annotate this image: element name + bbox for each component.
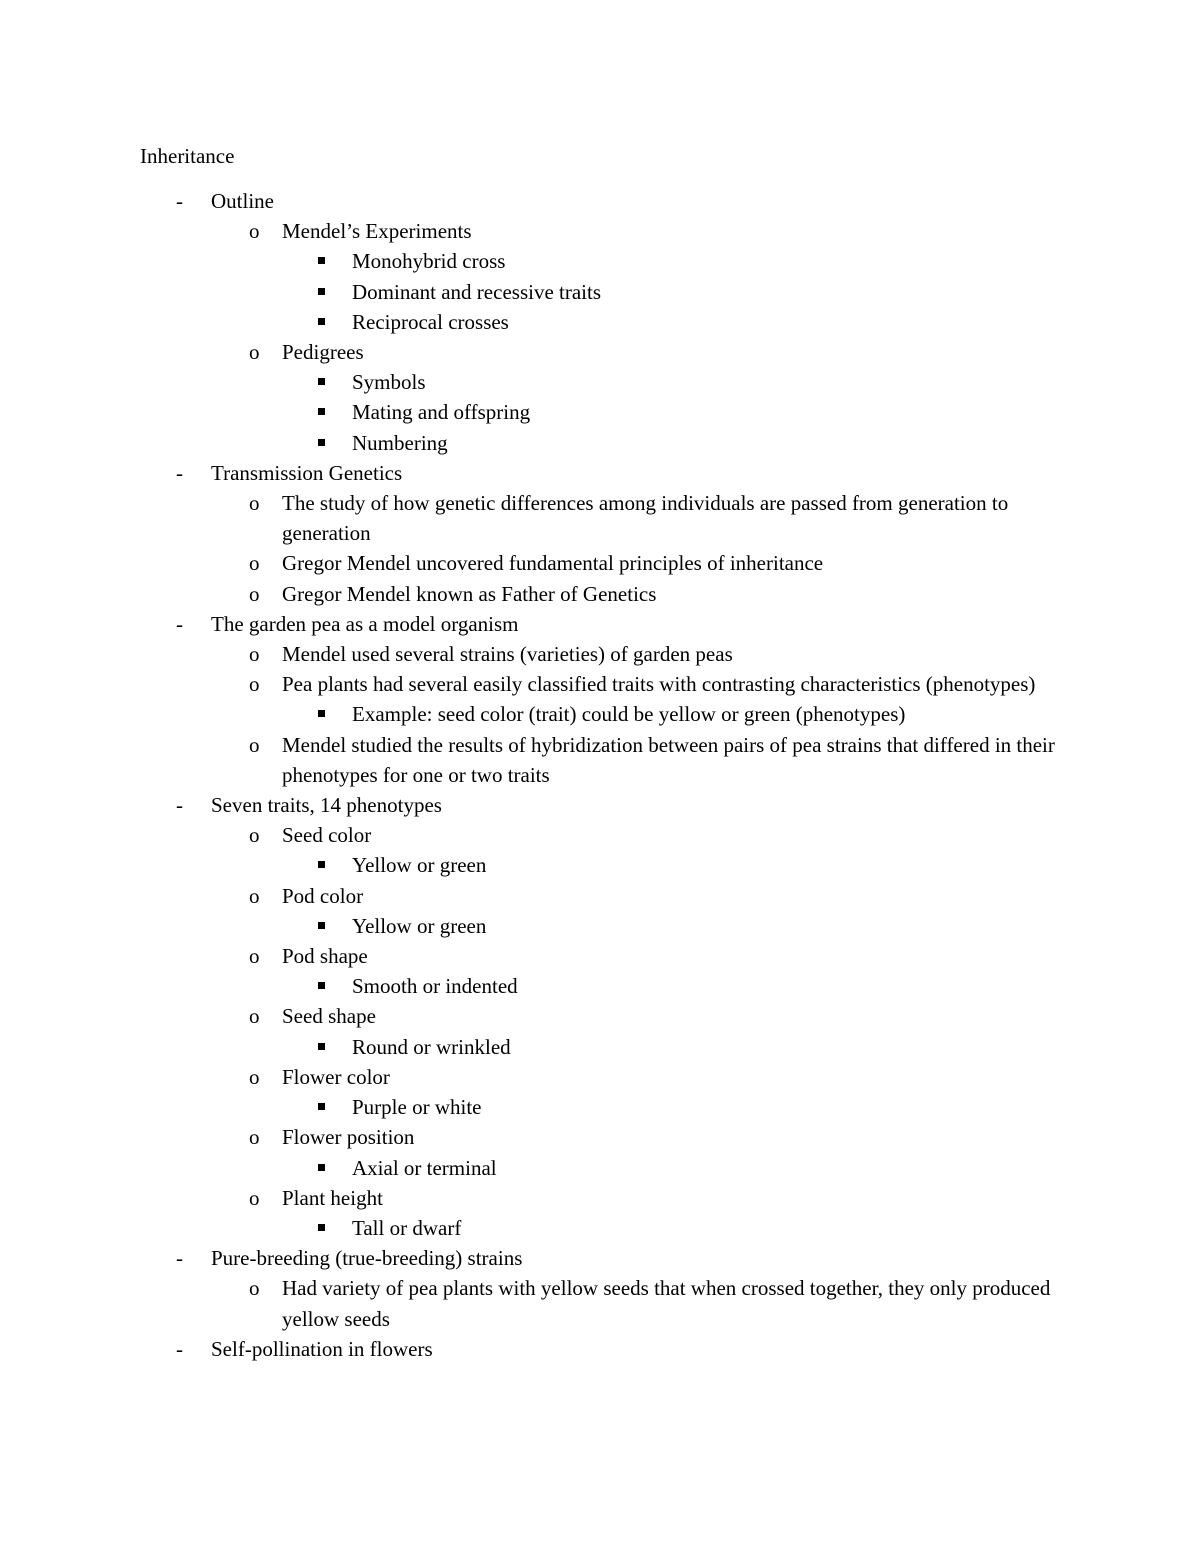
circle-bullet: o	[249, 672, 260, 697]
outline-item-text: Tall or dwarf	[352, 1215, 462, 1240]
square-bullet-icon	[318, 982, 325, 989]
outline-item-level-1	[0, 790, 1051, 820]
outline-item-text: The study of how genetic differences among individuals are passed from generation to generation	[282, 491, 1009, 546]
outline-item-text: Pedigrees	[282, 340, 364, 365]
dash-bullet: -	[176, 793, 183, 818]
outline-item-level-3	[0, 1032, 1052, 1062]
outline-item-level-3	[0, 1092, 1052, 1122]
outline-item-text: Yellow or green	[352, 913, 487, 938]
outline-item-level-2	[0, 730, 1062, 790]
circle-bullet: o	[249, 642, 260, 667]
outline-item-level-2	[0, 1001, 1062, 1031]
circle-bullet: o	[249, 1064, 260, 1089]
outline-item-level-2	[0, 1273, 1062, 1333]
outline-item-level-3	[0, 246, 1052, 276]
square-bullet-icon	[318, 922, 325, 929]
square-bullet-icon	[318, 1043, 325, 1050]
outline-item-level-3	[0, 397, 1052, 427]
square-bullet-icon	[318, 257, 325, 264]
outline-item-level-3	[0, 1213, 1052, 1243]
outline-item-level-2	[0, 216, 1062, 246]
outline-item-level-1	[0, 458, 1051, 488]
circle-bullet: o	[249, 1276, 260, 1301]
outline-item-text: Flower position	[282, 1125, 415, 1150]
outline-item-text: Seed shape	[282, 1004, 376, 1029]
outline-item-level-3	[0, 277, 1052, 307]
outline-item-level-3	[0, 1153, 1052, 1183]
dash-bullet: -	[176, 611, 183, 636]
outline-item-text: Pod color	[282, 883, 364, 908]
outline-item-level-2	[0, 579, 1062, 609]
circle-bullet: o	[249, 581, 260, 606]
square-bullet-icon	[318, 318, 325, 325]
square-bullet-icon	[318, 710, 325, 717]
circle-bullet: o	[249, 883, 260, 908]
outline-item-text: Pure-breeding (true-breeding) strains	[211, 1246, 523, 1271]
outline-item-level-3	[0, 699, 1052, 729]
outline-item-level-1	[0, 609, 1051, 639]
outline-item-text: Pod shape	[282, 944, 368, 969]
outline-item-level-2	[0, 1062, 1062, 1092]
circle-bullet: o	[249, 823, 260, 848]
outline-item-level-2	[0, 669, 1062, 699]
outline-item-text: Mendel’s Experiments	[282, 219, 472, 244]
square-bullet-icon	[318, 861, 325, 868]
outline-item-level-2	[0, 820, 1062, 850]
outline-item-text: Axial or terminal	[352, 1155, 497, 1180]
outline-item-level-3	[0, 307, 1052, 337]
outline-item-text: Mendel used several strains (varieties) of garden peas	[282, 642, 733, 667]
outline-item-text: Outline	[211, 189, 274, 213]
outline-item-text: The garden pea as a model organism	[211, 611, 519, 636]
outline-list	[0, 186, 1200, 1364]
outline-item-text: Transmission Genetics	[211, 460, 403, 485]
outline-item-text: Seven traits, 14 phenotypes	[211, 793, 442, 818]
circle-bullet: o	[249, 944, 260, 969]
outline-item-text: Round or wrinkled	[352, 1034, 511, 1059]
square-bullet-icon	[318, 408, 325, 415]
outline-item-text: Yellow or green	[352, 853, 487, 878]
outline-item-level-2	[0, 337, 1062, 367]
dash-bullet: -	[176, 189, 183, 213]
outline-item-level-3	[0, 428, 1052, 458]
circle-bullet: o	[249, 340, 260, 365]
circle-bullet: o	[249, 1185, 260, 1210]
dash-bullet: -	[176, 1246, 183, 1271]
outline-item-text: Flower color	[282, 1064, 390, 1089]
outline-item-text: Plant height	[282, 1185, 383, 1210]
outline-item-level-2	[0, 1183, 1062, 1213]
outline-item-level-3	[0, 971, 1052, 1001]
square-bullet-icon	[318, 1103, 325, 1110]
outline-item-level-1	[0, 1243, 1051, 1273]
outline-item-level-3	[0, 367, 1052, 397]
outline-item-text: Mating and offspring	[352, 400, 531, 425]
outline-item-level-3	[0, 911, 1052, 941]
outline-item-level-2	[0, 639, 1062, 669]
outline-item-level-2	[0, 548, 1062, 578]
outline-item-level-3	[0, 850, 1052, 880]
circle-bullet: o	[249, 551, 260, 576]
outline-item-text: Purple or white	[352, 1095, 482, 1120]
document-title: Inheritance	[140, 144, 235, 168]
circle-bullet: o	[249, 219, 260, 244]
outline-item-text: Smooth or indented	[352, 974, 518, 999]
outline-item-text: Mendel studied the results of hybridization between pairs of pea strains that differed in their phenotypes for one or two traits	[282, 732, 1055, 787]
outline-item-level-1	[0, 186, 1051, 216]
square-bullet-icon	[318, 1164, 325, 1171]
square-bullet-icon	[318, 288, 325, 295]
outline-item-level-1	[0, 1334, 1051, 1364]
outline-item-text: Gregor Mendel known as Father of Genetics	[282, 581, 657, 606]
square-bullet-icon	[318, 378, 325, 385]
outline-item-level-2	[0, 941, 1062, 971]
square-bullet-icon	[318, 439, 325, 446]
circle-bullet: o	[249, 1125, 260, 1150]
circle-bullet: o	[249, 491, 260, 516]
outline-item-text: Symbols	[352, 370, 426, 395]
circle-bullet: o	[249, 1004, 260, 1029]
outline-item-level-2	[0, 881, 1062, 911]
outline-item-text: Seed color	[282, 823, 372, 848]
outline-item-text: Example: seed color (trait) could be yellow or green (phenotypes)	[352, 702, 906, 727]
outline-item-text: Had variety of pea plants with yellow seeds that when crossed together, they only produced yellow seeds	[282, 1276, 1051, 1331]
outline-item-level-2	[0, 1122, 1062, 1152]
dash-bullet: -	[176, 460, 183, 485]
outline-item-text: Reciprocal crosses	[352, 309, 509, 334]
outline-item-text: Numbering	[352, 430, 448, 455]
square-bullet-icon	[318, 1224, 325, 1231]
outline-item-text: Monohybrid cross	[352, 249, 506, 274]
outline-item-text: Dominant and recessive traits	[352, 279, 602, 304]
outline-item-text: Self-pollination in flowers	[211, 1336, 433, 1361]
circle-bullet: o	[249, 732, 260, 757]
dash-bullet: -	[176, 1336, 183, 1361]
outline-item-level-2	[0, 488, 1062, 548]
outline-item-text: Gregor Mendel uncovered fundamental principles of inheritance	[282, 551, 824, 576]
outline-item-text: Pea plants had several easily classified traits with contrasting characteristics (phenotypes)	[282, 672, 1036, 697]
